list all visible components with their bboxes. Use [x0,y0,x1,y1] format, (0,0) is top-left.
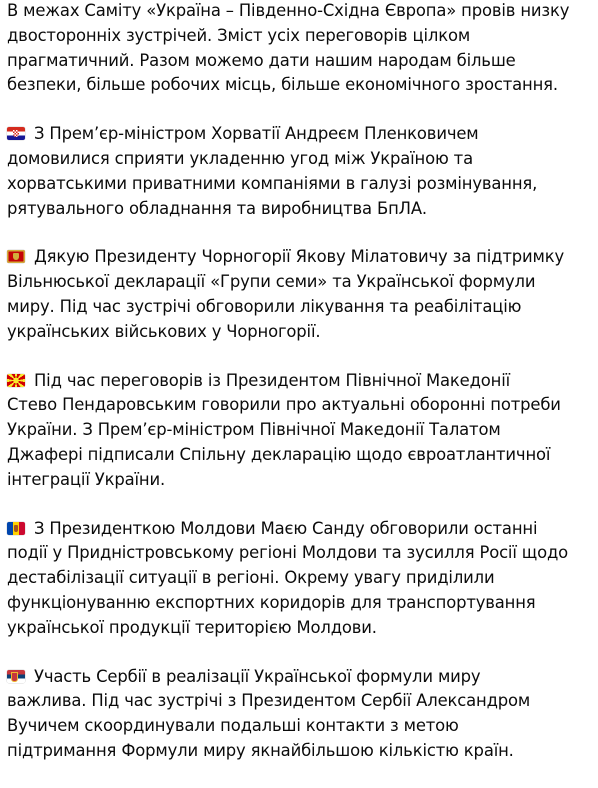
text-line-with-flag [7,245,593,270]
text-line: події у Придністровському регіоні Молдови та зусилля Росії щодо [7,543,569,563]
text-line: України. З Прем’єр-міністром Північної Македонії Талатом [7,420,501,440]
text-line: хорватськими приватними компаніями в галузі розмінування, [7,173,538,193]
text-line: Джафері підписали Спільну декларацію щодо євроатлантичної [7,444,551,464]
text-line-with-flag [7,665,593,690]
intro-paragraph [7,0,593,98]
text-line: Вучичем скоординували подальші контакти з метою [7,716,459,736]
text-line: В межах Саміту «Україна – Південно-Східна Європа» провів низку [7,1,570,20]
croatia-paragraph [7,122,593,221]
text-line: важлива. Під час зустрічі з Президентом Сербії Александром [7,691,531,711]
text-line: Дякую Президенту Чорногорії Якову Мілатовичу за підтримку [34,247,564,267]
text-line: рятувального обладнання та виробництва БпЛА. [7,198,427,218]
text-line: двосторонніх зустрічей. Зміст усіх переговорів цілком [7,25,471,45]
text-line: З Президенткою Молдови Маєю Санду обговорили останні [34,518,538,538]
text-line: українських військових у Чорногорії. [7,321,321,341]
text-line: Участь Сербії в реалізації Української формули миру [34,666,481,686]
text-line: підтримання Формули миру якнайбільшою кількістю країн. [7,740,514,760]
text-line: домовилися сприяти укладенню угод між Україною та [7,148,473,168]
moldova-flag-icon [7,522,25,535]
croatia-flag-icon [7,127,25,140]
text-line-with-flag [7,369,593,394]
text-line: З Прем’єр-міністром Хорватії Андреєм Пленковичем [34,124,479,144]
text-line: функціонуванню експортних коридорів для транспортування [7,592,536,612]
text-line: безпеки, більше робочих місць, більше економічного зростання. [7,75,558,95]
serbia-paragraph [7,665,593,764]
text-line: Стево Пендаровським говорили про актуальні оборонні потреби [7,395,561,415]
text-line: української продукції територією Молдови. [7,617,377,637]
text-line: інтеграції України. [7,469,166,489]
montenegro-paragraph [7,245,593,344]
north-macedonia-flag-icon [7,374,25,387]
text-line: дестабілізації ситуації в регіоні. Окрему увагу приділили [7,568,495,588]
montenegro-flag-icon [7,250,25,263]
post-body [7,0,593,788]
moldova-paragraph [7,517,593,641]
text-line-with-flag [7,122,593,147]
serbia-flag-icon [7,670,25,683]
text-line: прагматичний. Разом можемо дати нашим народам більше [7,50,516,70]
text-line: Вільнюської декларації «Групи семи» та Української формули [7,272,536,292]
text-line: миру. Під час зустрічі обговорили лікування та реабілітацію [7,296,522,316]
text-line: Під час переговорів із Президентом Північної Македонії [34,370,511,390]
text-line-with-flag [7,517,593,542]
north-macedonia-paragraph [7,369,593,493]
